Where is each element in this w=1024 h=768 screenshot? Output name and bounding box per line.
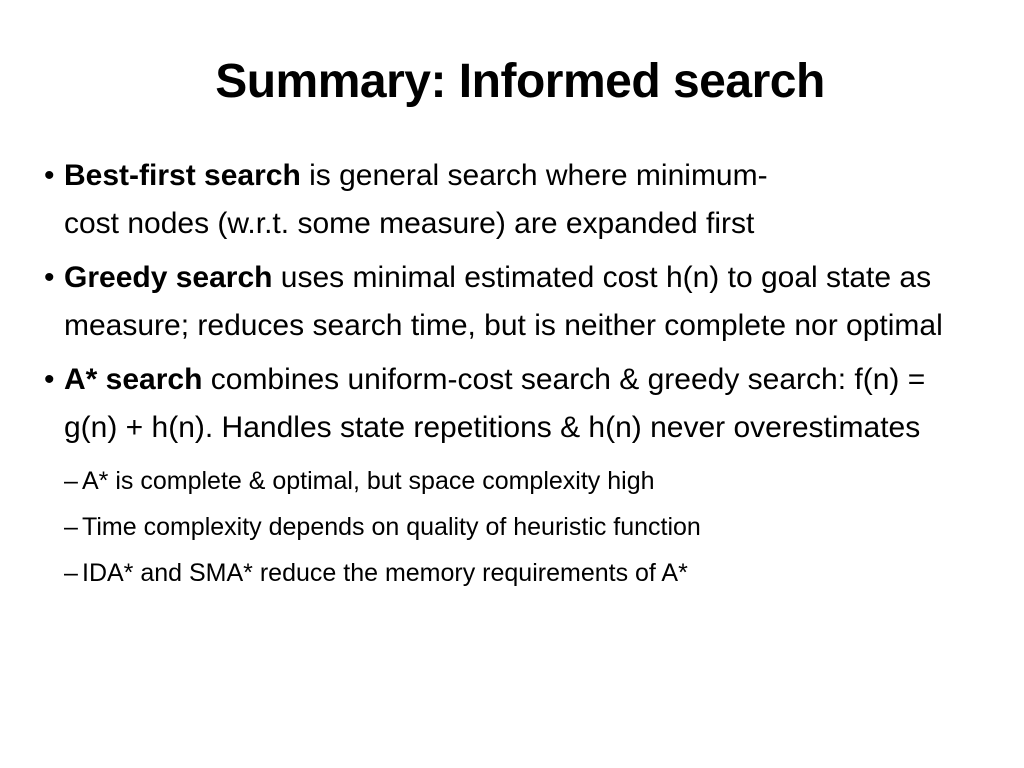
- bullet-text: uses minimal estimated cost h(n) to goal state as measure; reduces search time, but is neither complete nor optimal: [64, 261, 943, 342]
- dash-icon: –: [64, 467, 78, 495]
- bullet-term: Best-first search: [64, 159, 301, 192]
- bullet-icon: •: [44, 363, 55, 396]
- dash-icon: –: [64, 513, 78, 541]
- bullet-icon: •: [44, 261, 55, 294]
- sub-bullet-item: [44, 458, 944, 504]
- sub-bullet-item: [44, 550, 944, 596]
- bullet-text: is general search where minimum- cost nodes (w.r.t. some measure) are expanded first: [64, 159, 768, 240]
- sub-bullet-text: A* is complete & optimal, but space complexity high: [82, 467, 655, 495]
- sub-bullet-item: [44, 504, 944, 550]
- bullet-icon: •: [44, 159, 55, 192]
- bullet-term: Greedy search: [64, 261, 273, 294]
- slide-title: Summary: Informed search: [215, 55, 825, 108]
- sub-bullet-text: IDA* and SMA* reduce the memory requirements of A*: [82, 559, 688, 587]
- slide-body: [44, 152, 944, 596]
- bullet-term: A* search: [64, 363, 203, 396]
- bullet-item-best-first: [44, 152, 944, 248]
- bullet-item-greedy: [44, 254, 944, 350]
- dash-icon: –: [64, 559, 78, 587]
- bullet-text: combines uniform-cost search & greedy search: f(n) = g(n) + h(n). Handles state repetitions & h(n) never overestimates: [64, 363, 926, 444]
- sub-bullet-text: Time complexity depends on quality of heuristic function: [82, 513, 701, 541]
- bullet-item-a-star: [44, 356, 944, 452]
